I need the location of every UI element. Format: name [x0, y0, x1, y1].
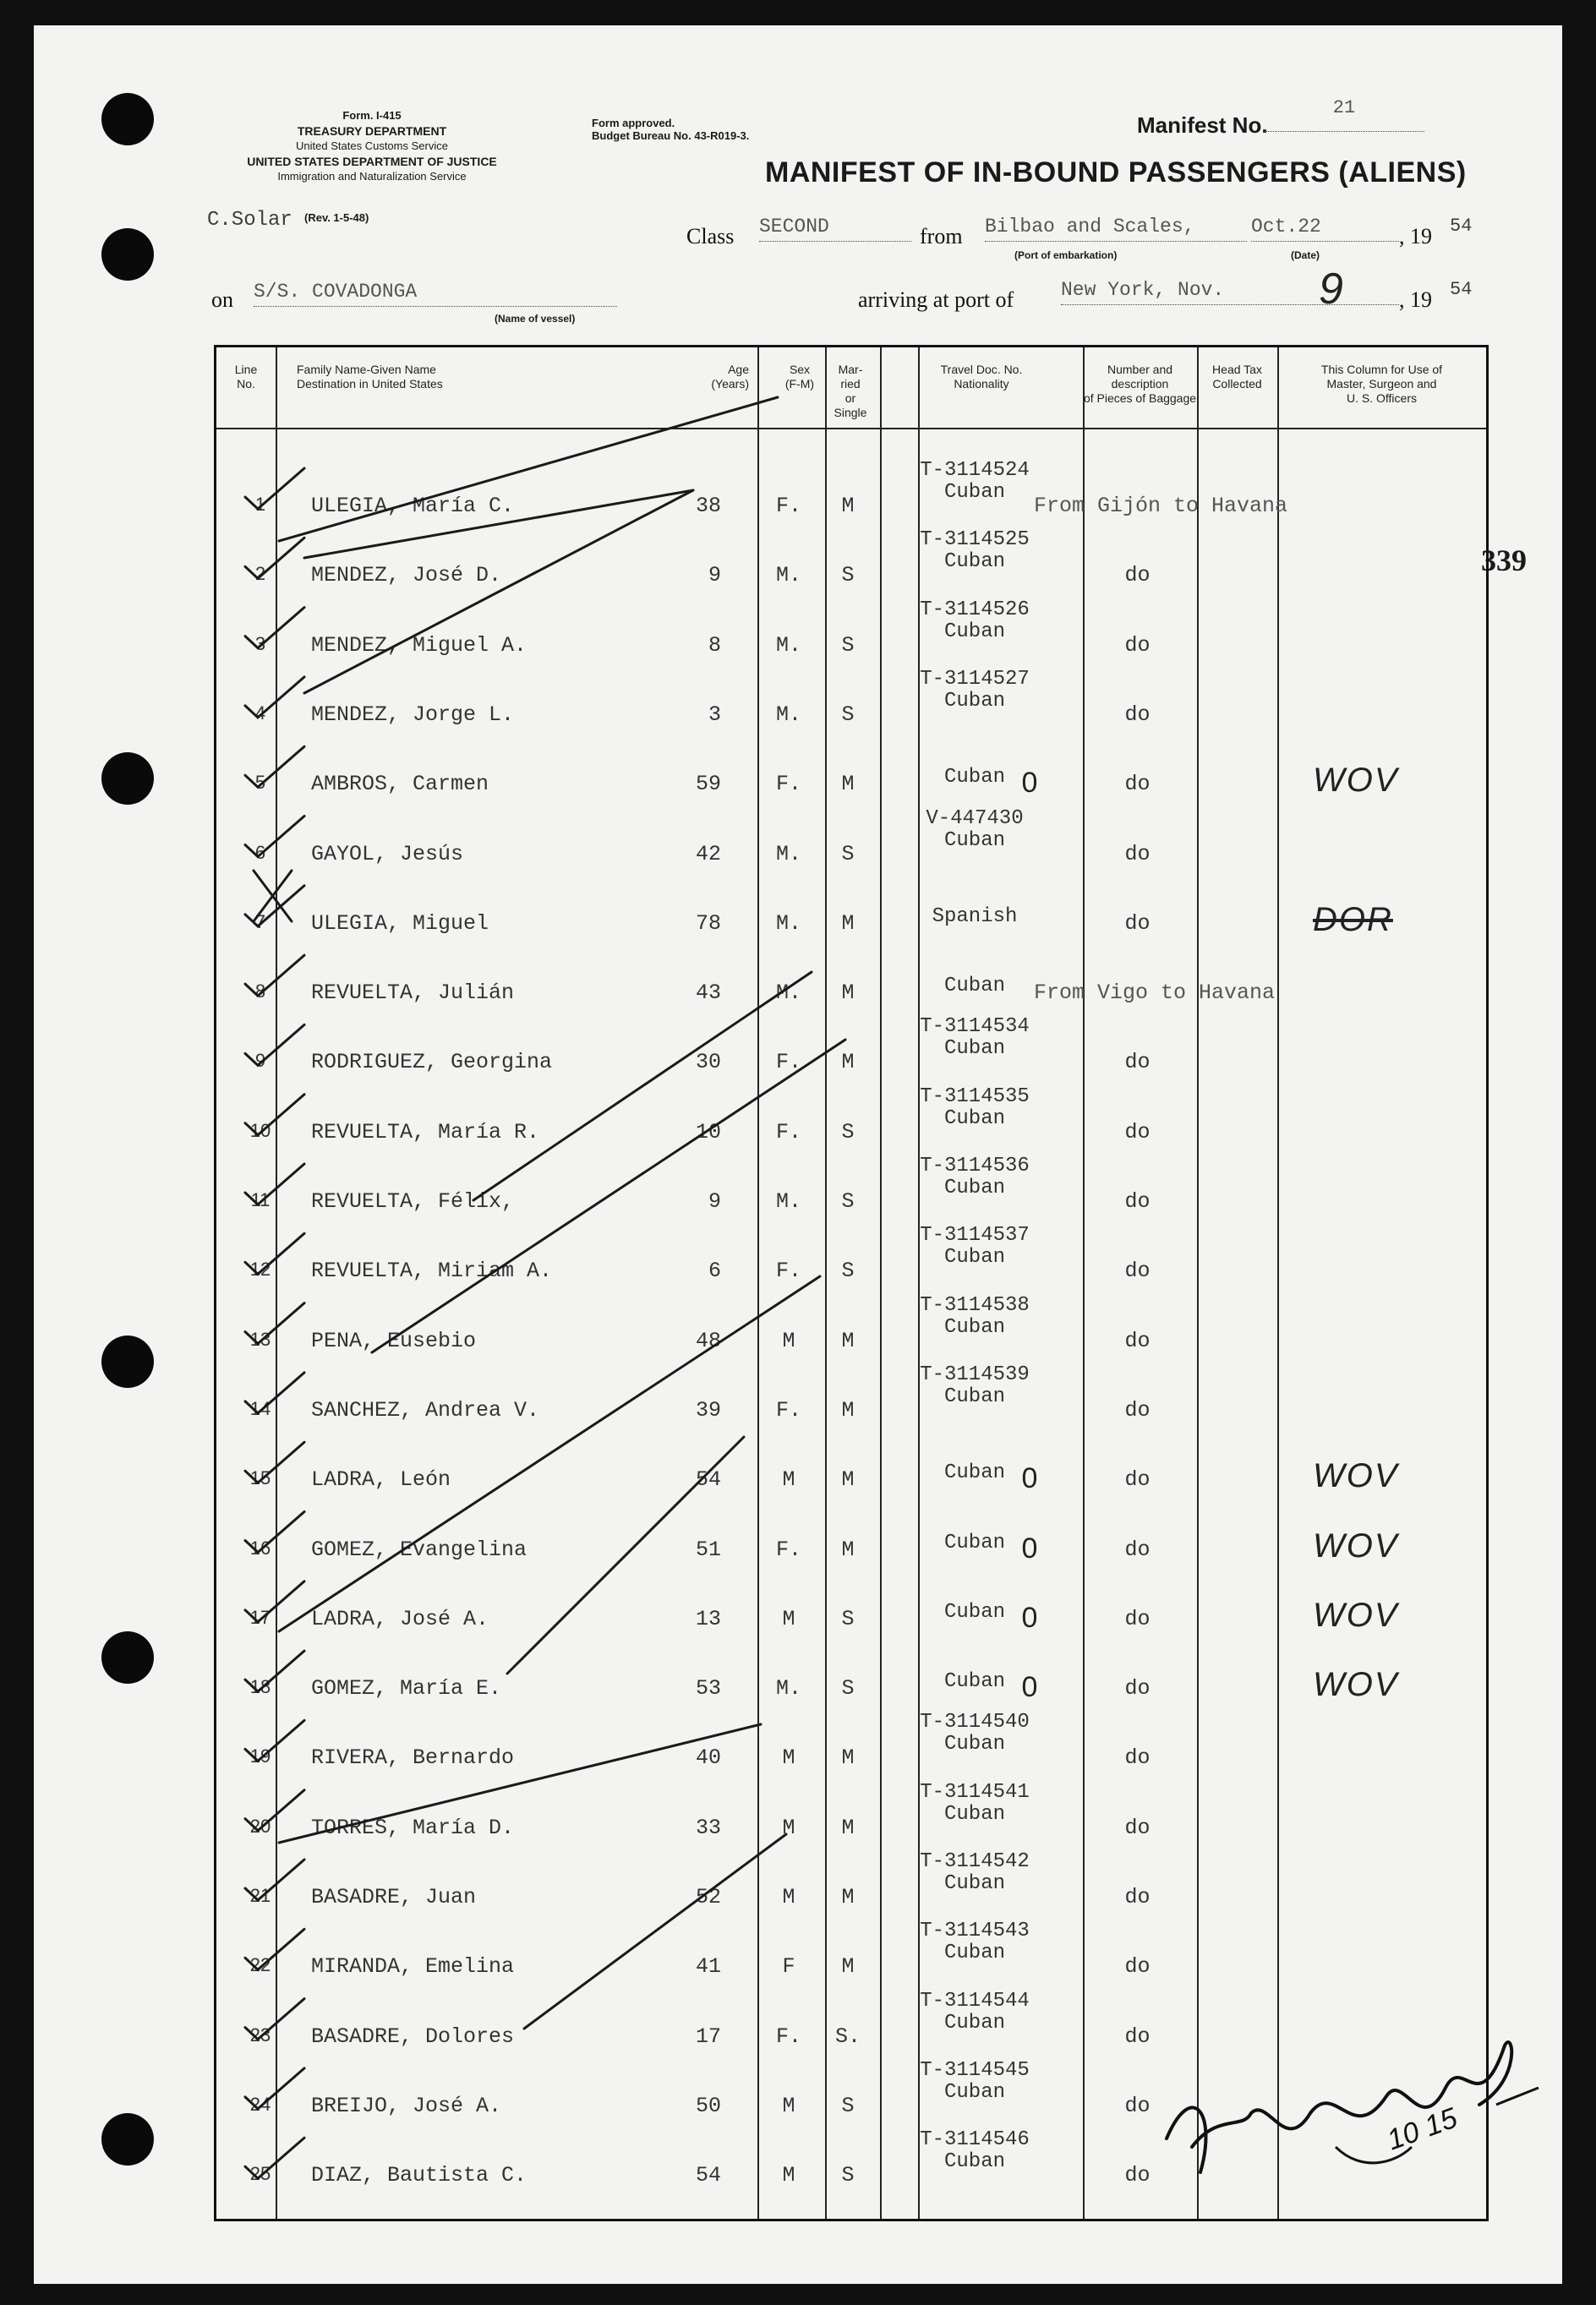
baggage-ditto: do [1124, 1745, 1151, 1771]
table-row [214, 1707, 1484, 1776]
passenger-sex: F. [775, 1397, 801, 1423]
nationality: Cuban [943, 1670, 1005, 1694]
passenger-name: RODRIGUEZ, Georgina [311, 1050, 553, 1075]
baggage-ditto: do [1124, 772, 1151, 797]
passenger-age: 3 [708, 702, 721, 727]
year-prefix-1: , 19 [1399, 224, 1432, 249]
manifest-number-label: Manifest No. [1137, 112, 1268, 138]
passenger-name: ULEGIA, Miguel [311, 910, 489, 936]
passenger-sex: M. [775, 1189, 801, 1214]
punch-hole [101, 2113, 154, 2166]
nationality: Cuban [943, 766, 1005, 789]
passenger-sex: M [782, 1467, 795, 1493]
marital-status: S [841, 563, 855, 588]
class-label: Class [686, 224, 735, 249]
baggage-ditto: do [1124, 1050, 1151, 1075]
line-number: 20 [249, 1815, 271, 1837]
marital-status: M [841, 1328, 855, 1353]
officer-mark: WOV [1313, 1457, 1399, 1495]
line-number: 11 [250, 1189, 271, 1210]
travel-doc-number: T-3114546 [920, 2128, 1030, 2152]
officer-mark: WOV [1313, 1666, 1399, 1704]
vessel-field: S/S. COVADONGA [254, 281, 617, 307]
passenger-sex: M. [775, 632, 801, 658]
passenger-name: BASADRE, Juan [311, 1885, 477, 1909]
vessel-caption: (Name of vessel) [495, 313, 576, 325]
passenger-name: MIRANDA, Emelina [311, 1954, 515, 1980]
passenger-name: REVUELTA, Miriam A. [311, 1259, 553, 1284]
column-header-married: Mar- ried or Single [834, 363, 867, 419]
passenger-age: 53 [695, 1676, 721, 1701]
passenger-age: 54 [695, 1467, 721, 1493]
passenger-name: GOMEZ, María E. [311, 1676, 502, 1701]
marital-status: S [841, 632, 855, 658]
travel-doc-number: T-3114526 [920, 598, 1030, 621]
line-number: 22 [249, 1954, 271, 1976]
marital-status: S. [834, 2024, 861, 2049]
punch-hole [101, 1335, 154, 1388]
baggage-ditto: do [1124, 2024, 1151, 2049]
nationality: Cuban [943, 689, 1005, 713]
line-number: 25 [249, 2163, 271, 2185]
passenger-age: 78 [695, 910, 721, 936]
passenger-grid [214, 345, 1489, 2221]
line-number: 4 [254, 702, 266, 724]
officer-mark: DOR [1313, 900, 1393, 938]
nationality: Cuban [943, 1600, 1005, 1624]
nationality: Cuban [943, 2011, 1005, 2035]
nationality: Cuban [943, 1037, 1005, 1061]
port-embarkation-field: Bilbao and Scales, [985, 216, 1247, 242]
punch-hole [101, 1631, 154, 1684]
passenger-sex: F. [775, 1537, 801, 1562]
passenger-sex: M [782, 1745, 795, 1771]
table-row [214, 1915, 1484, 1985]
baggage-ditto: do [1124, 841, 1151, 866]
marital-status: M [841, 1467, 855, 1493]
travel-doc-number: T-3114535 [920, 1084, 1030, 1108]
passenger-sex: M [782, 1328, 795, 1353]
table-row [214, 664, 1484, 733]
passenger-sex: M. [775, 980, 801, 1006]
passenger-age: 38 [695, 494, 721, 518]
baggage-ditto: do [1124, 1328, 1151, 1353]
baggage-count: 0 [1021, 1671, 1038, 1704]
travel-doc-number: T-3114541 [920, 1780, 1030, 1804]
passenger-name: MENDEZ, José D. [311, 563, 502, 588]
nationality: Cuban [943, 481, 1005, 504]
table-row [214, 1777, 1484, 1846]
approval-line-2: Budget Bureau No. 43-R019-3. [592, 129, 750, 142]
line-number: 6 [254, 841, 266, 863]
form-id: Form. I-415 [342, 109, 402, 122]
nationality: Cuban [943, 1246, 1005, 1270]
punch-hole [101, 93, 154, 145]
passenger-sex: M [782, 1606, 795, 1631]
marital-status: M [841, 910, 855, 936]
inspector-signature [1141, 2012, 1547, 2206]
passenger-age: 51 [695, 1537, 721, 1562]
table-row [214, 1011, 1484, 1080]
column-header-baggage: Number and description of Pieces of Baggage [1083, 363, 1197, 405]
marital-status: M [841, 772, 855, 797]
table-row [214, 1081, 1484, 1150]
nationality: Cuban [943, 2080, 1005, 2104]
line-number: 15 [249, 1467, 271, 1489]
marital-status: M [841, 494, 855, 518]
passenger-name: TORRES, María D. [311, 1815, 515, 1840]
date-caption: (Date) [1291, 249, 1320, 261]
dept-treasury: TREASURY DEPARTMENT [297, 124, 447, 138]
baggage-count: 0 [1021, 1532, 1038, 1565]
passenger-name: REVUELTA, Julián [311, 980, 515, 1006]
marital-status: S [841, 702, 855, 727]
passenger-age: 33 [695, 1815, 721, 1840]
punch-hole [101, 228, 154, 281]
nationality: Cuban [943, 1177, 1005, 1199]
passenger-sex: F. [775, 1050, 801, 1075]
officer-mark: WOV [1313, 1527, 1399, 1565]
passenger-age: 40 [695, 1745, 721, 1771]
line-number: 17 [249, 1606, 271, 1628]
on-label: on [211, 287, 233, 312]
passenger-sex: M. [775, 910, 801, 936]
marital-status: S [841, 1189, 855, 1214]
manifest-number-field: 21 [1264, 97, 1424, 132]
column-header-name: Family Name-Given Name Destination in United States [297, 363, 443, 391]
marital-status: M [841, 1954, 855, 1980]
passenger-name: GAYOL, Jesús [311, 841, 464, 866]
marital-status: M [841, 1745, 855, 1771]
column-header-sex: Sex (F-M) [784, 363, 815, 391]
table-row [214, 1150, 1484, 1220]
passenger-name: BASADRE, Dolores [311, 2024, 515, 2049]
passenger-sex: M. [775, 1676, 801, 1701]
baggage-ditto: do [1124, 1885, 1151, 1909]
column-header-headtax: Head Tax Collected [1212, 363, 1262, 391]
table-row [214, 1637, 1484, 1707]
baggage-ditto: do [1124, 2163, 1151, 2188]
travel-doc-number: T-3114534 [920, 1015, 1030, 1039]
baggage-ditto: do [1124, 1259, 1151, 1284]
passenger-age: 41 [695, 1954, 721, 1980]
baggage-ditto: do [1124, 2093, 1151, 2118]
travel-doc-number: T-3114527 [920, 667, 1030, 691]
form-approval [592, 117, 749, 142]
table-row [214, 1568, 1484, 1637]
line-number: 12 [249, 1259, 271, 1281]
passenger-age: 59 [695, 772, 721, 797]
table-row [214, 733, 1484, 802]
passenger-sex: M [782, 1885, 795, 1909]
nationality: Cuban [943, 1733, 1005, 1756]
passenger-name: BREIJO, José A. [311, 2093, 502, 2118]
travel-doc-number: T-3114542 [920, 1850, 1030, 1873]
route-note: From Gijón to Havana [1034, 494, 1288, 518]
passenger-age: 30 [695, 1050, 721, 1075]
baggage-ditto: do [1124, 1606, 1151, 1631]
table-row [214, 942, 1484, 1011]
baggage-ditto: do [1124, 1397, 1151, 1423]
passenger-name: MENDEZ, Jorge L. [311, 702, 515, 727]
passenger-sex: F. [775, 1119, 801, 1144]
baggage-ditto: do [1124, 1815, 1151, 1840]
travel-doc-number: T-3114538 [920, 1293, 1030, 1317]
passenger-sex: F. [775, 494, 801, 518]
table-row [214, 1359, 1484, 1428]
passenger-name: SANCHEZ, Andrea V. [311, 1397, 540, 1423]
nationality: Cuban [943, 1461, 1005, 1485]
arrival-day: 9 [1319, 265, 1343, 314]
page-title: MANIFEST OF IN-BOUND PASSENGERS (ALIENS) [765, 156, 1467, 188]
line-number: 2 [254, 563, 266, 585]
passenger-age: 17 [695, 2024, 721, 2049]
passenger-sex: F [782, 1954, 795, 1980]
baggage-count: 0 [1021, 1601, 1038, 1634]
nationality: Cuban [943, 828, 1005, 852]
table-row [214, 524, 1484, 593]
passenger-sex: F. [775, 1259, 801, 1284]
passenger-name: GOMEZ, Evangelina [311, 1537, 527, 1562]
arriving-label: arriving at port of [858, 287, 1014, 312]
passenger-age: 42 [695, 841, 721, 866]
officer-mark: WOV [1313, 762, 1399, 800]
margin-number: 339 [1481, 543, 1527, 577]
marital-status: M [841, 1050, 855, 1075]
officer-mark: WOV [1313, 1596, 1399, 1634]
passenger-sex: M. [775, 702, 801, 727]
line-number: 24 [249, 2093, 271, 2115]
table-row [214, 1220, 1484, 1289]
marital-status: S [841, 841, 855, 866]
baggage-ditto: do [1124, 1676, 1151, 1701]
travel-doc-number: T-3114524 [920, 459, 1030, 482]
passenger-age: 9 [708, 563, 721, 588]
passenger-age: 39 [695, 1397, 721, 1423]
line-number: 7 [254, 910, 266, 932]
line-number: 13 [249, 1328, 271, 1350]
marital-status: M [841, 980, 855, 1006]
baggage-ditto: do [1124, 702, 1151, 727]
baggage-ditto: do [1124, 563, 1151, 588]
marital-status: S [841, 2093, 855, 2118]
passenger-age: 50 [695, 2093, 721, 2118]
passenger-name: REVUELTA, Félix, [311, 1189, 515, 1214]
baggage-count: 0 [1021, 1462, 1038, 1495]
agent-name: C.Solar [207, 209, 292, 232]
line-number: 1 [254, 494, 266, 515]
table-row [214, 455, 1484, 524]
marital-status: M [841, 1815, 855, 1840]
column-header-officers: This Column for Use of Master, Surgeon and U. S. Officers [1320, 363, 1443, 405]
date-field: Oct.22 [1251, 216, 1399, 242]
nationality: Cuban [943, 1315, 1005, 1339]
port-caption: (Port of embarkation) [1014, 249, 1118, 261]
line-number: 23 [249, 2024, 271, 2046]
marital-status: M [841, 1397, 855, 1423]
marital-status: S [841, 1676, 855, 1701]
line-number: 10 [249, 1119, 271, 1141]
passenger-sex: M [782, 2163, 795, 2188]
passenger-age: 8 [708, 632, 721, 658]
marital-status: S [841, 1606, 855, 1631]
nationality: Cuban [943, 1802, 1005, 1826]
passenger-sex: M [782, 2093, 795, 2118]
travel-doc-number: T-3114544 [920, 1989, 1030, 2013]
line-number: 5 [254, 772, 266, 794]
form-revision: (Rev. 1-5-48) [304, 211, 369, 224]
year-prefix-2: , 19 [1399, 287, 1432, 312]
travel-doc-number: T-3114543 [920, 1920, 1030, 1943]
passenger-age: 10 [695, 1119, 721, 1144]
nationality: Cuban [943, 550, 1005, 574]
nationality: Cuban [943, 1106, 1005, 1130]
nationality: Cuban [943, 1872, 1005, 1895]
passenger-age: 13 [695, 1606, 721, 1631]
table-row [214, 1428, 1484, 1498]
nationality: Spanish [932, 904, 1018, 928]
passenger-sex: M. [775, 841, 801, 866]
baggage-ditto: do [1124, 1954, 1151, 1980]
travel-doc-number: T-3114537 [920, 1224, 1030, 1248]
line-number: 14 [249, 1397, 271, 1419]
travel-doc-number: T-3114540 [920, 1711, 1030, 1734]
passenger-age: 54 [695, 2163, 721, 2188]
baggage-ditto: do [1124, 1467, 1151, 1493]
column-header-age: Age (Years) [711, 363, 749, 391]
line-number: 9 [254, 1050, 266, 1072]
passenger-name: DIAZ, Bautista C. [311, 2163, 527, 2188]
table-row [214, 594, 1484, 664]
line-number: 18 [249, 1676, 271, 1698]
nationality: Cuban [943, 2150, 1005, 2174]
marital-status: S [841, 2163, 855, 2188]
table-row [214, 1290, 1484, 1359]
nationality: Cuban [943, 1942, 1005, 1965]
table-row [214, 1846, 1484, 1915]
passenger-sex: M [782, 1815, 795, 1840]
from-label: from [920, 224, 963, 249]
line-number: 21 [249, 1885, 271, 1906]
nationality: Cuban [943, 620, 1005, 643]
passenger-sex: M. [775, 563, 801, 588]
column-header-travel: Travel Doc. No. Nationality [940, 363, 1023, 391]
year-1: 54 [1450, 216, 1473, 237]
travel-doc-number: T-3114545 [920, 2058, 1030, 2082]
line-number: 8 [254, 980, 266, 1002]
passenger-age: 52 [695, 1885, 721, 1909]
nationality: Cuban [943, 1385, 1005, 1408]
passenger-name: MENDEZ, Miguel A. [311, 632, 527, 658]
travel-doc-number: T-3114525 [920, 528, 1030, 552]
nationality: Cuban [943, 1531, 1005, 1554]
baggage-count: 0 [1021, 767, 1038, 800]
dept-treasury-sub: United States Customs Service [296, 139, 448, 152]
line-number: 3 [254, 632, 266, 654]
passenger-name: AMBROS, Carmen [311, 772, 489, 797]
baggage-ditto: do [1124, 1537, 1151, 1562]
column-header-line: Line No. [234, 363, 258, 391]
marital-status: M [841, 1885, 855, 1909]
passenger-age: 48 [695, 1328, 721, 1353]
line-number: 19 [249, 1745, 271, 1767]
travel-doc-number: T-3114539 [920, 1363, 1030, 1386]
passenger-name: REVUELTA, María R. [311, 1119, 540, 1144]
table-row [214, 803, 1484, 872]
line-number: 16 [249, 1537, 271, 1559]
baggage-ditto: do [1124, 1119, 1151, 1144]
signature-note: 10 15 [1382, 2101, 1462, 2157]
nationality: Cuban [943, 975, 1005, 998]
baggage-ditto: do [1124, 910, 1151, 936]
marital-status: M [841, 1537, 855, 1562]
approval-line-1: Form approved. [592, 117, 675, 129]
passenger-age: 6 [708, 1259, 721, 1284]
route-note: From Vigo to Havana [1034, 980, 1276, 1006]
table-row [214, 872, 1484, 942]
passenger-age: 9 [708, 1189, 721, 1214]
passenger-age: 43 [695, 980, 721, 1006]
marital-status: S [841, 1259, 855, 1284]
passenger-sex: F. [775, 2024, 801, 2049]
punch-hole [101, 752, 154, 805]
passenger-name: LADRA, León [311, 1467, 451, 1493]
passenger-name: PENA, Eusebio [311, 1328, 477, 1353]
arrival-port-field: New York, Nov. [1061, 279, 1399, 305]
passenger-sex: F. [775, 772, 801, 797]
marital-status: S [841, 1119, 855, 1144]
baggage-ditto: do [1124, 632, 1151, 658]
form-agency-header [161, 108, 583, 184]
dept-justice-sub: Immigration and Naturalization Service [277, 170, 467, 183]
baggage-ditto: do [1124, 1189, 1151, 1214]
table-row [214, 1499, 1484, 1568]
travel-doc-number: V-447430 [926, 806, 1024, 830]
passenger-name: LADRA, José A. [311, 1606, 489, 1631]
dept-justice: UNITED STATES DEPARTMENT OF JUSTICE [247, 155, 497, 168]
passenger-name: ULEGIA, María C. [311, 494, 515, 518]
passenger-name: RIVERA, Bernardo [311, 1745, 515, 1771]
year-2: 54 [1450, 279, 1473, 300]
travel-doc-number: T-3114536 [920, 1155, 1030, 1177]
class-field: SECOND [759, 216, 911, 242]
